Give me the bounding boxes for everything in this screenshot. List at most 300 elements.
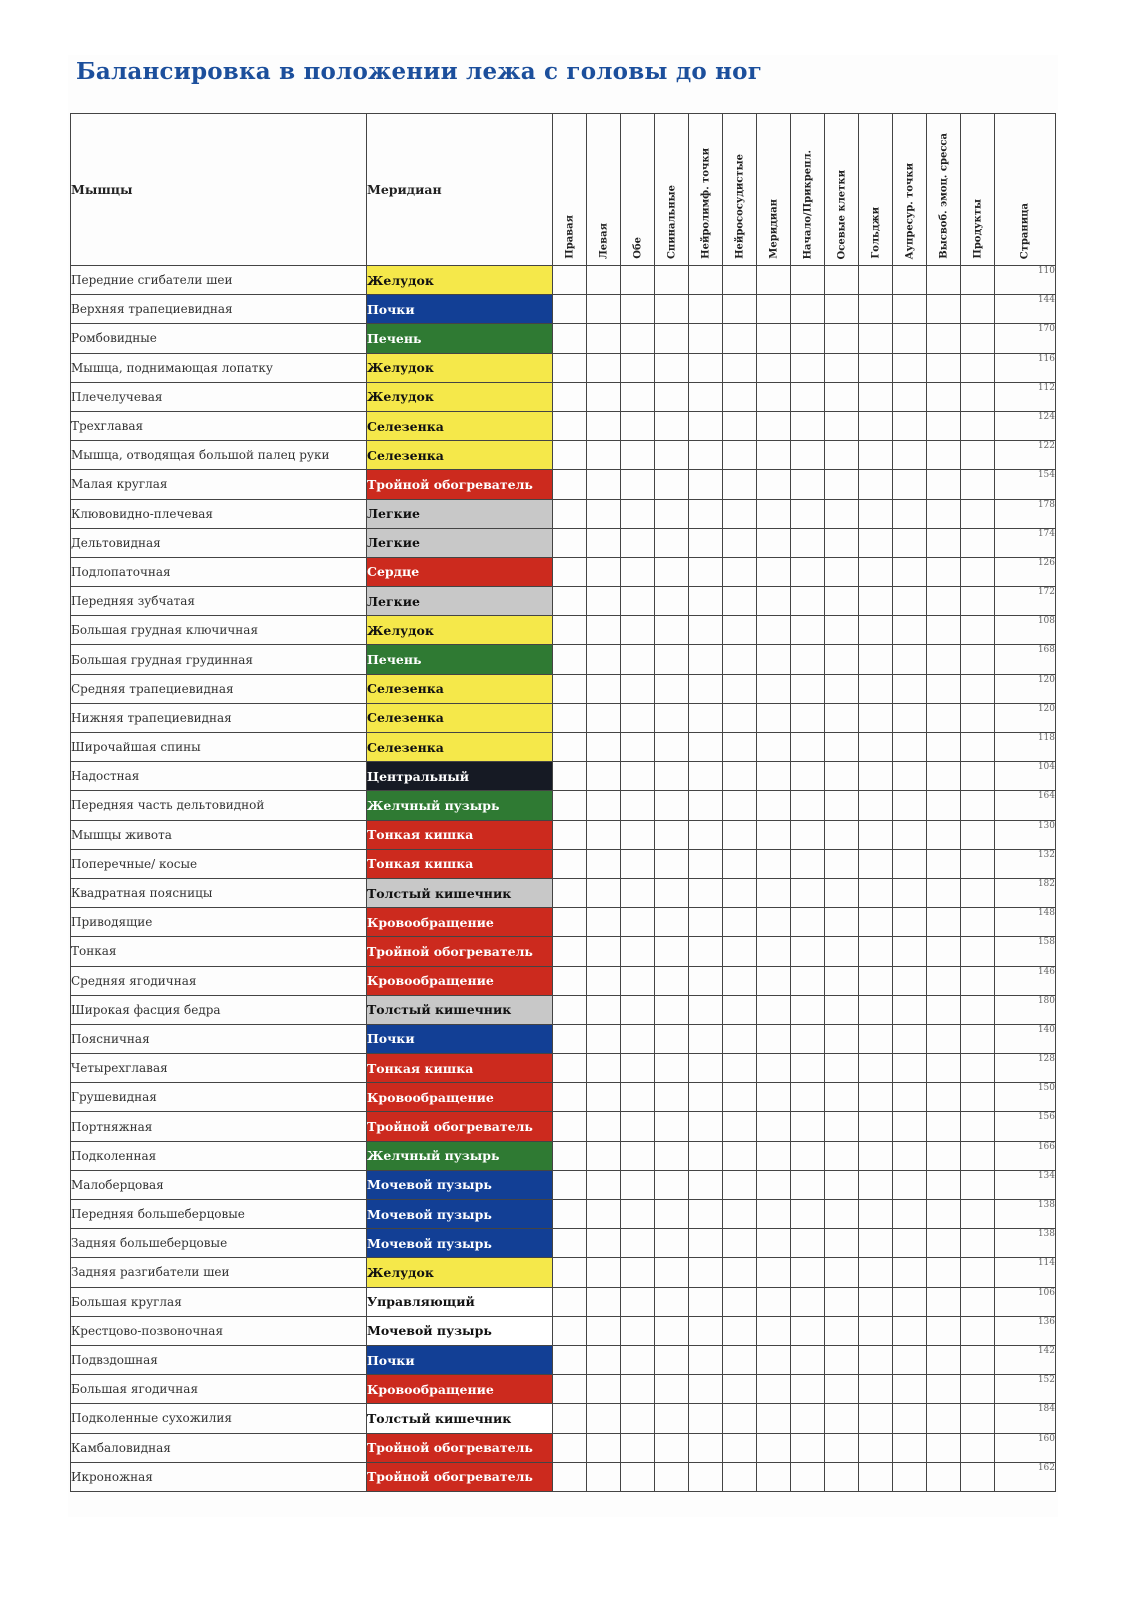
check-cell[interactable] (961, 937, 995, 966)
check-cell[interactable] (553, 1083, 587, 1112)
check-cell[interactable] (927, 937, 961, 966)
check-cell[interactable] (961, 791, 995, 820)
check-cell[interactable] (893, 1287, 927, 1316)
check-cell[interactable] (927, 1200, 961, 1229)
check-cell[interactable] (859, 1462, 893, 1491)
check-cell[interactable] (893, 966, 927, 995)
check-cell[interactable] (689, 528, 723, 557)
check-cell[interactable] (927, 762, 961, 791)
check-cell[interactable] (553, 703, 587, 732)
check-cell[interactable] (825, 1170, 859, 1199)
check-cell[interactable] (859, 441, 893, 470)
check-cell[interactable] (757, 791, 791, 820)
check-cell[interactable] (621, 1258, 655, 1287)
check-cell[interactable] (791, 1433, 825, 1462)
check-cell[interactable] (723, 1200, 757, 1229)
check-cell[interactable] (893, 266, 927, 295)
check-cell[interactable] (689, 674, 723, 703)
check-cell[interactable] (961, 382, 995, 411)
check-cell[interactable] (621, 470, 655, 499)
check-cell[interactable] (961, 353, 995, 382)
check-cell[interactable] (961, 703, 995, 732)
check-cell[interactable] (791, 762, 825, 791)
check-cell[interactable] (825, 616, 859, 645)
check-cell[interactable] (859, 1316, 893, 1345)
check-cell[interactable] (655, 878, 689, 907)
check-cell[interactable] (893, 470, 927, 499)
check-cell[interactable] (893, 1316, 927, 1345)
check-cell[interactable] (621, 966, 655, 995)
check-cell[interactable] (621, 908, 655, 937)
check-cell[interactable] (655, 908, 689, 937)
check-cell[interactable] (587, 1258, 621, 1287)
check-cell[interactable] (689, 382, 723, 411)
check-cell[interactable] (621, 1229, 655, 1258)
check-cell[interactable] (723, 1345, 757, 1374)
check-cell[interactable] (859, 1433, 893, 1462)
check-cell[interactable] (621, 762, 655, 791)
check-cell[interactable] (791, 849, 825, 878)
check-cell[interactable] (893, 1433, 927, 1462)
check-cell[interactable] (723, 441, 757, 470)
check-cell[interactable] (757, 353, 791, 382)
check-cell[interactable] (587, 266, 621, 295)
check-cell[interactable] (825, 849, 859, 878)
check-cell[interactable] (791, 1083, 825, 1112)
check-cell[interactable] (825, 1462, 859, 1491)
check-cell[interactable] (689, 762, 723, 791)
check-cell[interactable] (655, 1404, 689, 1433)
check-cell[interactable] (689, 791, 723, 820)
check-cell[interactable] (859, 1345, 893, 1374)
check-cell[interactable] (859, 528, 893, 557)
check-cell[interactable] (791, 499, 825, 528)
check-cell[interactable] (757, 762, 791, 791)
check-cell[interactable] (825, 1141, 859, 1170)
check-cell[interactable] (893, 1170, 927, 1199)
check-cell[interactable] (621, 849, 655, 878)
check-cell[interactable] (791, 411, 825, 440)
check-cell[interactable] (791, 470, 825, 499)
check-cell[interactable] (825, 1083, 859, 1112)
check-cell[interactable] (655, 587, 689, 616)
check-cell[interactable] (587, 1083, 621, 1112)
check-cell[interactable] (927, 353, 961, 382)
check-cell[interactable] (825, 557, 859, 586)
check-cell[interactable] (689, 995, 723, 1024)
check-cell[interactable] (791, 295, 825, 324)
check-cell[interactable] (893, 1375, 927, 1404)
check-cell[interactable] (655, 441, 689, 470)
check-cell[interactable] (621, 645, 655, 674)
check-cell[interactable] (791, 1287, 825, 1316)
check-cell[interactable] (553, 966, 587, 995)
check-cell[interactable] (961, 908, 995, 937)
check-cell[interactable] (791, 557, 825, 586)
check-cell[interactable] (791, 353, 825, 382)
check-cell[interactable] (893, 587, 927, 616)
check-cell[interactable] (757, 441, 791, 470)
check-cell[interactable] (825, 762, 859, 791)
check-cell[interactable] (791, 1229, 825, 1258)
check-cell[interactable] (859, 616, 893, 645)
check-cell[interactable] (791, 528, 825, 557)
check-cell[interactable] (621, 1287, 655, 1316)
check-cell[interactable] (553, 820, 587, 849)
check-cell[interactable] (621, 1054, 655, 1083)
check-cell[interactable] (859, 353, 893, 382)
check-cell[interactable] (791, 1375, 825, 1404)
check-cell[interactable] (689, 1258, 723, 1287)
check-cell[interactable] (961, 470, 995, 499)
check-cell[interactable] (961, 1462, 995, 1491)
check-cell[interactable] (961, 1316, 995, 1345)
check-cell[interactable] (961, 1345, 995, 1374)
check-cell[interactable] (723, 995, 757, 1024)
check-cell[interactable] (757, 382, 791, 411)
check-cell[interactable] (723, 1316, 757, 1345)
check-cell[interactable] (757, 470, 791, 499)
check-cell[interactable] (757, 674, 791, 703)
check-cell[interactable] (859, 411, 893, 440)
check-cell[interactable] (859, 849, 893, 878)
check-cell[interactable] (927, 470, 961, 499)
check-cell[interactable] (689, 966, 723, 995)
check-cell[interactable] (927, 1287, 961, 1316)
check-cell[interactable] (927, 499, 961, 528)
check-cell[interactable] (723, 1083, 757, 1112)
check-cell[interactable] (723, 382, 757, 411)
check-cell[interactable] (553, 470, 587, 499)
check-cell[interactable] (553, 295, 587, 324)
check-cell[interactable] (893, 762, 927, 791)
check-cell[interactable] (859, 1170, 893, 1199)
check-cell[interactable] (689, 1462, 723, 1491)
check-cell[interactable] (689, 1316, 723, 1345)
check-cell[interactable] (621, 1433, 655, 1462)
check-cell[interactable] (893, 353, 927, 382)
check-cell[interactable] (689, 1229, 723, 1258)
check-cell[interactable] (961, 820, 995, 849)
check-cell[interactable] (553, 1229, 587, 1258)
check-cell[interactable] (927, 587, 961, 616)
check-cell[interactable] (587, 1141, 621, 1170)
check-cell[interactable] (723, 1112, 757, 1141)
check-cell[interactable] (893, 1083, 927, 1112)
check-cell[interactable] (621, 1462, 655, 1491)
check-cell[interactable] (825, 528, 859, 557)
check-cell[interactable] (723, 499, 757, 528)
check-cell[interactable] (553, 616, 587, 645)
check-cell[interactable] (723, 1024, 757, 1053)
check-cell[interactable] (893, 1229, 927, 1258)
check-cell[interactable] (655, 645, 689, 674)
check-cell[interactable] (723, 908, 757, 937)
check-cell[interactable] (587, 966, 621, 995)
check-cell[interactable] (825, 324, 859, 353)
check-cell[interactable] (553, 587, 587, 616)
check-cell[interactable] (927, 1054, 961, 1083)
check-cell[interactable] (893, 295, 927, 324)
check-cell[interactable] (723, 470, 757, 499)
check-cell[interactable] (791, 733, 825, 762)
check-cell[interactable] (655, 995, 689, 1024)
check-cell[interactable] (587, 353, 621, 382)
check-cell[interactable] (587, 470, 621, 499)
check-cell[interactable] (961, 1287, 995, 1316)
check-cell[interactable] (553, 791, 587, 820)
check-cell[interactable] (655, 616, 689, 645)
check-cell[interactable] (961, 587, 995, 616)
check-cell[interactable] (621, 353, 655, 382)
check-cell[interactable] (825, 1433, 859, 1462)
check-cell[interactable] (621, 1345, 655, 1374)
check-cell[interactable] (621, 1112, 655, 1141)
check-cell[interactable] (723, 1433, 757, 1462)
check-cell[interactable] (825, 441, 859, 470)
check-cell[interactable] (553, 733, 587, 762)
check-cell[interactable] (689, 1170, 723, 1199)
check-cell[interactable] (757, 878, 791, 907)
check-cell[interactable] (689, 1200, 723, 1229)
check-cell[interactable] (689, 1287, 723, 1316)
check-cell[interactable] (553, 324, 587, 353)
check-cell[interactable] (553, 674, 587, 703)
check-cell[interactable] (655, 1433, 689, 1462)
check-cell[interactable] (961, 645, 995, 674)
check-cell[interactable] (655, 1375, 689, 1404)
check-cell[interactable] (587, 411, 621, 440)
check-cell[interactable] (689, 1112, 723, 1141)
check-cell[interactable] (723, 966, 757, 995)
check-cell[interactable] (757, 528, 791, 557)
check-cell[interactable] (655, 1345, 689, 1374)
check-cell[interactable] (587, 1200, 621, 1229)
check-cell[interactable] (927, 1024, 961, 1053)
check-cell[interactable] (757, 645, 791, 674)
check-cell[interactable] (621, 1024, 655, 1053)
check-cell[interactable] (927, 820, 961, 849)
check-cell[interactable] (689, 441, 723, 470)
check-cell[interactable] (553, 1462, 587, 1491)
check-cell[interactable] (893, 1258, 927, 1287)
check-cell[interactable] (927, 1112, 961, 1141)
check-cell[interactable] (927, 382, 961, 411)
check-cell[interactable] (621, 528, 655, 557)
check-cell[interactable] (791, 937, 825, 966)
check-cell[interactable] (723, 1054, 757, 1083)
check-cell[interactable] (859, 470, 893, 499)
check-cell[interactable] (757, 995, 791, 1024)
check-cell[interactable] (587, 820, 621, 849)
check-cell[interactable] (587, 499, 621, 528)
check-cell[interactable] (621, 616, 655, 645)
check-cell[interactable] (689, 266, 723, 295)
check-cell[interactable] (689, 1375, 723, 1404)
check-cell[interactable] (859, 1083, 893, 1112)
check-cell[interactable] (893, 703, 927, 732)
check-cell[interactable] (723, 1229, 757, 1258)
check-cell[interactable] (961, 324, 995, 353)
check-cell[interactable] (553, 1433, 587, 1462)
check-cell[interactable] (825, 1316, 859, 1345)
check-cell[interactable] (723, 1287, 757, 1316)
check-cell[interactable] (757, 1024, 791, 1053)
check-cell[interactable] (825, 908, 859, 937)
check-cell[interactable] (961, 1433, 995, 1462)
check-cell[interactable] (893, 937, 927, 966)
check-cell[interactable] (587, 295, 621, 324)
check-cell[interactable] (859, 1375, 893, 1404)
check-cell[interactable] (859, 266, 893, 295)
check-cell[interactable] (587, 1112, 621, 1141)
check-cell[interactable] (791, 266, 825, 295)
check-cell[interactable] (621, 266, 655, 295)
check-cell[interactable] (825, 1258, 859, 1287)
check-cell[interactable] (587, 849, 621, 878)
check-cell[interactable] (553, 908, 587, 937)
check-cell[interactable] (621, 995, 655, 1024)
check-cell[interactable] (553, 1112, 587, 1141)
check-cell[interactable] (859, 499, 893, 528)
check-cell[interactable] (927, 295, 961, 324)
check-cell[interactable] (961, 1141, 995, 1170)
check-cell[interactable] (961, 499, 995, 528)
check-cell[interactable] (587, 1404, 621, 1433)
check-cell[interactable] (689, 587, 723, 616)
check-cell[interactable] (723, 703, 757, 732)
check-cell[interactable] (689, 616, 723, 645)
check-cell[interactable] (859, 1229, 893, 1258)
check-cell[interactable] (553, 382, 587, 411)
check-cell[interactable] (961, 733, 995, 762)
check-cell[interactable] (587, 878, 621, 907)
check-cell[interactable] (587, 1462, 621, 1491)
check-cell[interactable] (961, 849, 995, 878)
check-cell[interactable] (621, 411, 655, 440)
check-cell[interactable] (961, 295, 995, 324)
check-cell[interactable] (655, 937, 689, 966)
check-cell[interactable] (553, 995, 587, 1024)
check-cell[interactable] (791, 1112, 825, 1141)
check-cell[interactable] (723, 528, 757, 557)
check-cell[interactable] (553, 1054, 587, 1083)
check-cell[interactable] (757, 1287, 791, 1316)
check-cell[interactable] (655, 762, 689, 791)
check-cell[interactable] (791, 616, 825, 645)
check-cell[interactable] (791, 382, 825, 411)
check-cell[interactable] (859, 587, 893, 616)
check-cell[interactable] (791, 878, 825, 907)
check-cell[interactable] (587, 908, 621, 937)
check-cell[interactable] (961, 266, 995, 295)
check-cell[interactable] (689, 557, 723, 586)
check-cell[interactable] (621, 937, 655, 966)
check-cell[interactable] (757, 937, 791, 966)
check-cell[interactable] (689, 1345, 723, 1374)
check-cell[interactable] (859, 703, 893, 732)
check-cell[interactable] (723, 616, 757, 645)
check-cell[interactable] (621, 1375, 655, 1404)
check-cell[interactable] (553, 1316, 587, 1345)
check-cell[interactable] (587, 1433, 621, 1462)
check-cell[interactable] (757, 1404, 791, 1433)
check-cell[interactable] (553, 411, 587, 440)
check-cell[interactable] (621, 1141, 655, 1170)
check-cell[interactable] (723, 1258, 757, 1287)
check-cell[interactable] (757, 1229, 791, 1258)
check-cell[interactable] (655, 1287, 689, 1316)
check-cell[interactable] (587, 733, 621, 762)
check-cell[interactable] (553, 762, 587, 791)
check-cell[interactable] (859, 966, 893, 995)
check-cell[interactable] (859, 382, 893, 411)
check-cell[interactable] (757, 966, 791, 995)
check-cell[interactable] (927, 995, 961, 1024)
check-cell[interactable] (621, 324, 655, 353)
check-cell[interactable] (927, 1404, 961, 1433)
check-cell[interactable] (893, 528, 927, 557)
check-cell[interactable] (689, 820, 723, 849)
check-cell[interactable] (689, 411, 723, 440)
check-cell[interactable] (723, 937, 757, 966)
check-cell[interactable] (689, 1083, 723, 1112)
check-cell[interactable] (655, 295, 689, 324)
check-cell[interactable] (961, 1200, 995, 1229)
check-cell[interactable] (655, 324, 689, 353)
check-cell[interactable] (621, 1170, 655, 1199)
check-cell[interactable] (825, 382, 859, 411)
check-cell[interactable] (961, 1112, 995, 1141)
check-cell[interactable] (893, 1462, 927, 1491)
check-cell[interactable] (553, 353, 587, 382)
check-cell[interactable] (961, 878, 995, 907)
check-cell[interactable] (859, 995, 893, 1024)
check-cell[interactable] (553, 1287, 587, 1316)
check-cell[interactable] (757, 1112, 791, 1141)
check-cell[interactable] (893, 411, 927, 440)
check-cell[interactable] (927, 557, 961, 586)
check-cell[interactable] (723, 791, 757, 820)
check-cell[interactable] (689, 295, 723, 324)
check-cell[interactable] (757, 1170, 791, 1199)
check-cell[interactable] (927, 966, 961, 995)
check-cell[interactable] (893, 499, 927, 528)
check-cell[interactable] (757, 1054, 791, 1083)
check-cell[interactable] (825, 1229, 859, 1258)
check-cell[interactable] (825, 937, 859, 966)
check-cell[interactable] (655, 499, 689, 528)
check-cell[interactable] (961, 1054, 995, 1083)
check-cell[interactable] (791, 1054, 825, 1083)
check-cell[interactable] (655, 1141, 689, 1170)
check-cell[interactable] (689, 937, 723, 966)
check-cell[interactable] (791, 587, 825, 616)
check-cell[interactable] (757, 733, 791, 762)
check-cell[interactable] (655, 411, 689, 440)
check-cell[interactable] (927, 733, 961, 762)
check-cell[interactable] (723, 733, 757, 762)
check-cell[interactable] (859, 1112, 893, 1141)
check-cell[interactable] (723, 762, 757, 791)
check-cell[interactable] (621, 733, 655, 762)
check-cell[interactable] (927, 528, 961, 557)
check-cell[interactable] (723, 353, 757, 382)
check-cell[interactable] (655, 1316, 689, 1345)
check-cell[interactable] (587, 324, 621, 353)
check-cell[interactable] (825, 878, 859, 907)
check-cell[interactable] (893, 908, 927, 937)
